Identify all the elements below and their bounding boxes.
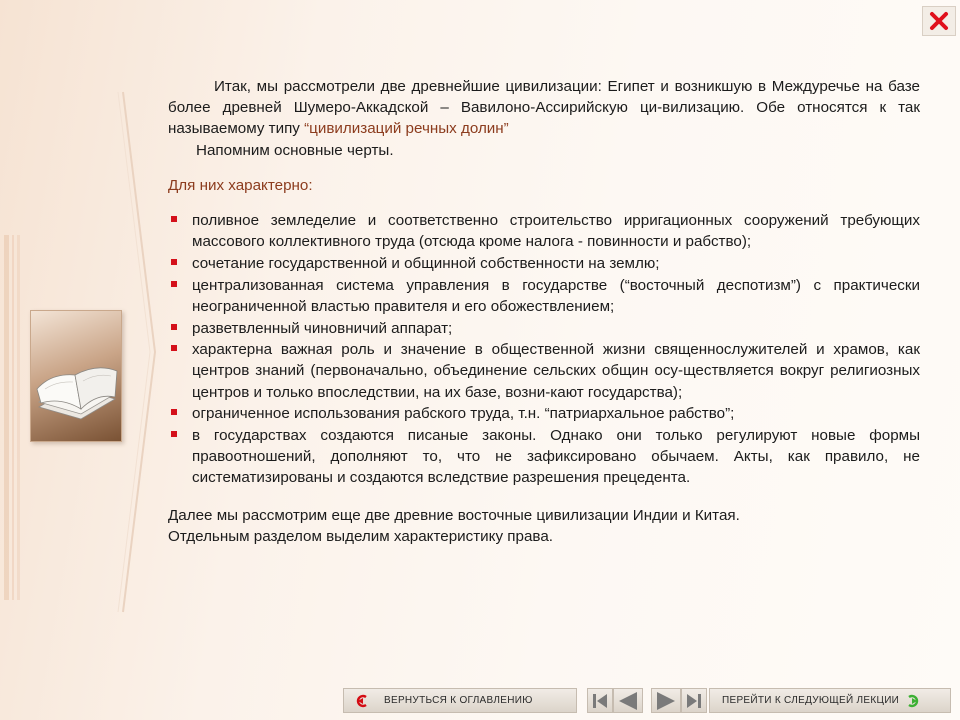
last-slide-button[interactable] [681, 688, 707, 713]
forward-arrow-icon [905, 693, 921, 709]
intro-paragraph [168, 76, 920, 140]
list-item [168, 403, 920, 424]
reminder-text: Напомним основные черты. [196, 141, 394, 159]
next-lecture-label: ПЕРЕЙТИ К СЛЕДУЮЩЕЙ ЛЕКЦИИ [722, 695, 900, 706]
list-item-text: ограниченное использования рабского труда, т.н. “патриархальное рабство”; [192, 405, 735, 423]
skip-first-icon [591, 692, 609, 710]
open-book-icon [31, 311, 123, 443]
bullet-marker [171, 409, 177, 415]
list-item [168, 425, 920, 489]
features-list [168, 210, 920, 489]
book-illustration [30, 310, 122, 442]
list-item-text: централизованная система управления в государстве (“восточный деспотизм”) с практически неограниченной властью правителя и его обожествлением; [192, 276, 920, 315]
close-icon [928, 10, 950, 32]
previous-icon [617, 691, 639, 711]
intro-highlight: “цивилизаций речных долин” [304, 120, 509, 138]
list-item [168, 339, 920, 403]
back-to-contents-label: ВЕРНУТЬСЯ К ОГЛАВЛЕНИЮ [384, 695, 533, 706]
back-to-contents-button[interactable] [343, 688, 577, 713]
list-item-text: разветвленный чиновничий аппарат; [192, 319, 453, 337]
lecture-content [168, 76, 920, 547]
next-lecture-button[interactable] [709, 688, 951, 713]
bullet-marker [171, 345, 177, 351]
first-slide-button[interactable] [587, 688, 613, 713]
close-button[interactable] [922, 6, 956, 36]
bullet-marker [171, 216, 177, 222]
list-item [168, 210, 920, 252]
bullet-marker [171, 259, 177, 265]
next-slide-button[interactable] [651, 688, 681, 713]
back-arrow-icon [354, 693, 370, 709]
section-heading: Для них характерно: [168, 176, 313, 194]
list-item-text: в государствах создаются писаные законы. Однако они только регулируют новые формы правоотношений, дополняют то, что не зафиксировано обычаем. Акты, как правило, не систематизированы и создаются вследствие разрешения прецедента. [192, 427, 920, 487]
list-item-text: поливное земледелие и соответственно строительство ирригационных сооружений требующих массового коллективного труда (отсюда кроме налога - повинности и рабство); [192, 212, 920, 251]
previous-slide-button[interactable] [613, 688, 643, 713]
list-item-text: характерна важная роль и значение в общественной жизни священнослужителей и храмов, как центров знаний (первоначально, объединение сельских общин осу-ществляется вокруг религиозных центров и только впоследствии, на их базе, возни-кают государства); [192, 341, 920, 401]
list-item [168, 275, 920, 317]
outro-line-1: Далее мы рассмотрим еще две древние восточные цивилизации Индии и Китая. [168, 506, 740, 524]
bullet-marker [171, 324, 177, 330]
outro-line-2: Отдельным разделом выделим характеристику права. [168, 527, 553, 545]
list-item [168, 318, 920, 339]
next-icon [655, 691, 677, 711]
intro-text: Итак, мы рассмотрели две древнейшие цивилизации: Египет и возникшую в Междуречье на базе более древней Шумеро-Аккадской – Вавилоно-Ассирийскую ци-вилизацию. Обе относятся к так называемому типу [168, 78, 920, 138]
bullet-marker [171, 281, 177, 287]
list-item [168, 253, 920, 274]
skip-last-icon [685, 692, 703, 710]
bullet-marker [171, 431, 177, 437]
list-item-text: сочетание государственной и общинной собственности на землю; [192, 254, 660, 272]
